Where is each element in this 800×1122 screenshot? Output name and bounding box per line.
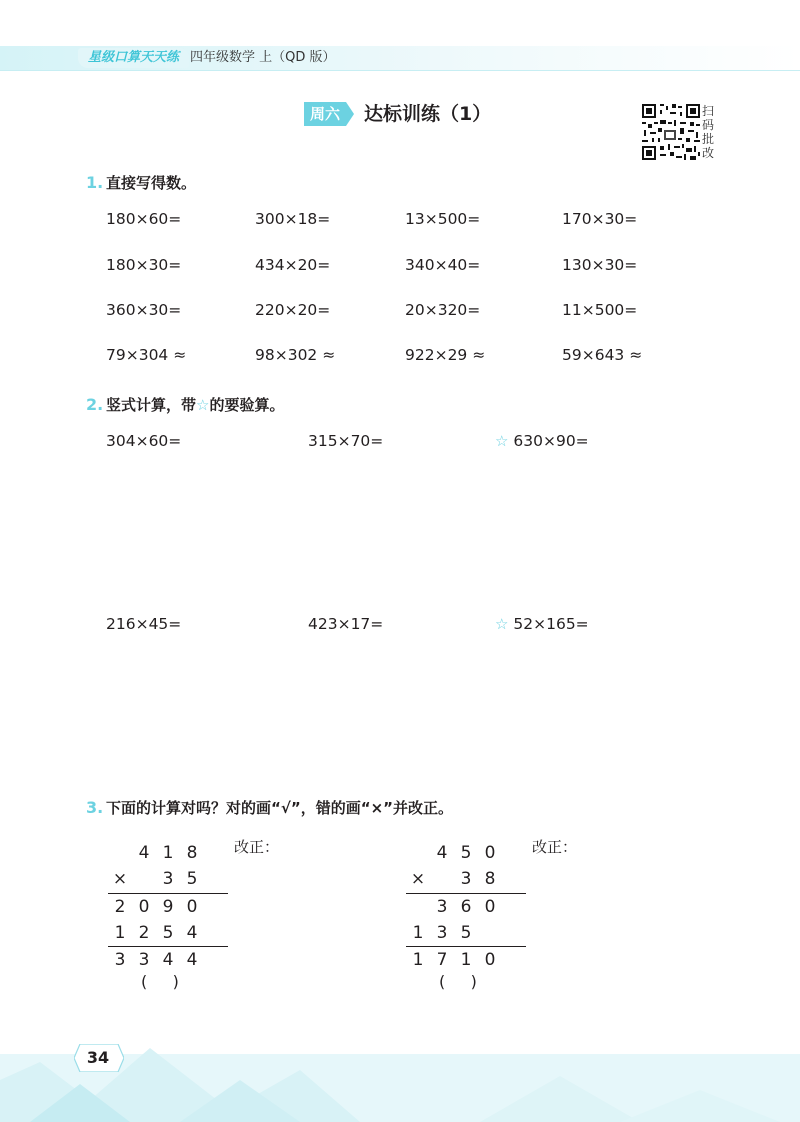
- q1-instruction: 直接写得数。: [106, 174, 197, 192]
- correction-label-right: 改正：: [532, 838, 578, 856]
- digit: 1: [114, 923, 126, 943]
- digit: 1: [412, 950, 424, 970]
- calc-row-partial2: [406, 920, 526, 946]
- q2-problem: 315×70=: [308, 432, 384, 450]
- digit: 1: [412, 923, 424, 943]
- qr-code-icon[interactable]: [642, 104, 700, 160]
- q1-equation: 20×320=: [405, 301, 481, 319]
- digit: 0: [138, 897, 150, 917]
- page-number: 34: [86, 1048, 110, 1067]
- q1-equation: 300×18=: [255, 210, 331, 228]
- q1-equation: 11×500=: [562, 301, 638, 319]
- q1-equation: 180×30=: [106, 256, 182, 274]
- digit: 1: [162, 843, 174, 863]
- judge-answer-left[interactable]: ( ): [141, 972, 179, 991]
- q1-number: 1.: [86, 173, 104, 192]
- digit: 7: [436, 950, 448, 970]
- q2-instruction: [106, 394, 284, 416]
- calc-row-partial2: [108, 920, 228, 946]
- q1-equation: 13×500=: [405, 210, 481, 228]
- digit: 4: [436, 843, 448, 863]
- calc-row-partial1: [406, 894, 526, 920]
- qr-label: 扫码批改: [702, 104, 715, 160]
- q1-equation: 220×20=: [255, 301, 331, 319]
- q2-problem-text: 630×90=: [513, 432, 589, 450]
- star-icon: ☆: [495, 615, 509, 633]
- q1-equation: 340×40=: [405, 256, 481, 274]
- calc-row-result: [406, 947, 526, 973]
- digit: 0: [484, 897, 496, 917]
- q1-equation: 170×30=: [562, 210, 638, 228]
- calc-row-multiplier: [406, 866, 526, 892]
- digit: 5: [460, 843, 472, 863]
- judge-answer-right[interactable]: ( ): [439, 972, 477, 991]
- q1-equation: 98×302 ≈: [255, 346, 336, 364]
- times-sign: ×: [410, 869, 426, 889]
- calc-row-multiplicand: [108, 840, 228, 866]
- q1-equation: 79×304 ≈: [106, 346, 187, 364]
- digit: 6: [460, 897, 472, 917]
- digit: 1: [460, 950, 472, 970]
- calc-row-multiplicand: [406, 840, 526, 866]
- page-title: 达标训练（1）: [364, 103, 492, 125]
- digit: 8: [484, 869, 496, 889]
- q3-instruction: 下面的计算对吗？对的画“√”，错的画“×”并改正。: [106, 799, 454, 817]
- digit: 4: [162, 950, 174, 970]
- digit: 3: [436, 923, 448, 943]
- digit: 3: [436, 897, 448, 917]
- q2-instruction-before: 竖式计算，带: [106, 396, 197, 414]
- star-icon: ☆: [495, 432, 509, 450]
- digit: 0: [186, 897, 198, 917]
- q2-problem-text: 52×165=: [513, 615, 589, 633]
- digit: 3: [460, 869, 472, 889]
- q2-problem-starred: [495, 613, 589, 635]
- digit: 4: [186, 923, 198, 943]
- q2-instruction-after: 的要验算。: [209, 396, 285, 414]
- digit: 4: [186, 950, 198, 970]
- q1-equation: 130×30=: [562, 256, 638, 274]
- digit: 0: [484, 950, 496, 970]
- q1-equation: 360×30=: [106, 301, 182, 319]
- book-subtitle: 四年级数学 上（QD 版）: [190, 50, 336, 65]
- series-brand: 星级口算天天练: [78, 48, 189, 68]
- q1-equation: 922×29 ≈: [405, 346, 486, 364]
- q2-problem: 423×17=: [308, 615, 384, 633]
- digit: 5: [186, 869, 198, 889]
- digit: 2: [138, 923, 150, 943]
- header-divider: [0, 70, 800, 71]
- q1-equation: 59×643 ≈: [562, 346, 643, 364]
- digit: 9: [162, 897, 174, 917]
- q1-equation: 180×60=: [106, 210, 182, 228]
- digit: 3: [114, 950, 126, 970]
- calc-row-result: [108, 947, 228, 973]
- calc-row-multiplier: [108, 866, 228, 892]
- q3-number: 3.: [86, 798, 104, 817]
- times-sign: ×: [112, 869, 128, 889]
- digit: 5: [162, 923, 174, 943]
- title-badge: 周六: [309, 105, 340, 123]
- digit: 8: [186, 843, 198, 863]
- correction-label-left: 改正：: [234, 838, 280, 856]
- digit: 0: [484, 843, 496, 863]
- q2-problem: 304×60=: [106, 432, 182, 450]
- star-icon: ☆: [196, 396, 210, 414]
- q2-number: 2.: [86, 395, 104, 414]
- q2-problem: 216×45=: [106, 615, 182, 633]
- digit: 2: [114, 897, 126, 917]
- digit: 3: [162, 869, 174, 889]
- q2-problem-starred: [495, 430, 589, 452]
- digit: 3: [138, 950, 150, 970]
- q1-equation: 434×20=: [255, 256, 331, 274]
- digit: 5: [460, 923, 472, 943]
- digit: 4: [138, 843, 150, 863]
- calc-row-partial1: [108, 894, 228, 920]
